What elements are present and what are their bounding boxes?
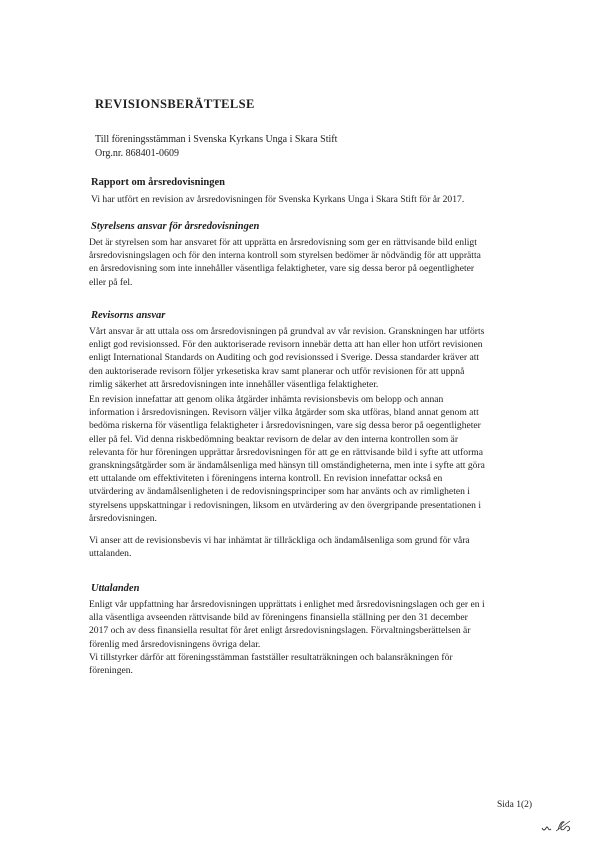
text-line: enligt god revisionssed. För den auktoriserade revisorn innebär detta att han eller hon utfört revisionen: [89, 339, 483, 351]
text-line: föreningen.: [89, 665, 133, 677]
section-body-revisorn: [89, 325, 541, 391]
text-line: årsredovisningen.: [89, 512, 157, 524]
text-line: Vi anser att de revisionsbevis vi har inhämtat är tillräckliga och ändamålsenliga som grund för våra: [89, 535, 470, 546]
text-line: en årsredovisning som inte innehåller väsentliga felaktigheter, vare sig dessa beror på oegentligheter: [89, 263, 475, 275]
text-line: Vi tillstyrker därför att föreningsstämman fastställer resultaträkningen och balansräkningen för: [89, 652, 453, 663]
handwritten-initials: [540, 818, 580, 834]
text-line: Det är styrelsen som har ansvaret för att upprätta en årsredovisning som ger en rättvisande bild enligt: [89, 237, 477, 248]
text-line: årsredovisningslagen och för den interna kontroll som styrelsen bedömer är nödvändig för att upprätta: [89, 250, 481, 262]
text-line: granskningsåtgärder som är ändamålsenliga med hänsyn till omständigheterna, men inte i syfte att göra: [89, 460, 485, 472]
org-number: Org.nr. 868401-0609: [95, 148, 179, 159]
section-body-revisorn-2: [89, 393, 541, 525]
text-line: ett uttalande om effektiviteten i föreningens interna kontroll. En revision innefattar också en: [89, 473, 443, 485]
section-body-revisorn-3: [89, 534, 541, 560]
text-line: eller på fel.: [89, 276, 133, 288]
section-body-uttalanden: [89, 598, 541, 651]
section-heading-uttalanden: Uttalanden: [91, 583, 140, 594]
section-heading-styrelsen: Styrelsens ansvar för årsredovisningen: [91, 221, 260, 232]
text-line: den auktoriserade revisorn följer yrkesetiska krav samt planerar och utför revisionen för att uppnå: [89, 365, 465, 377]
text-line: relevanta för hur föreningen upprättar årsredovisningen för att ge en rättvisande bild i syfte att utforma: [89, 446, 483, 458]
addressee: Till föreningsstämman i Svenska Kyrkans Unga i Skara Stift: [95, 134, 338, 145]
text-line: förenlig med årsredovisningens övriga delar.: [89, 638, 261, 650]
text-line: Vårt ansvar är att uttala oss om årsredovisningen på grundval av vår revision. Granskningen har utförts: [89, 326, 485, 337]
section-body-styrelsen: [89, 236, 541, 289]
text-line: 2017 och av dess finansiella resultat för året enligt årsredovisningslagen. Förvaltningsberättelsen är: [89, 625, 471, 637]
text-line: eller på fel. Vid denna riskbedömning beaktar revisorn de delar av den interna kontrollen som är: [89, 433, 459, 445]
section-body-uttalanden-2: [89, 651, 541, 677]
document-title: REVISIONSBERÄTTELSE: [95, 97, 255, 111]
text-line: bedöma riskerna för väsentliga felaktigheter i årsredovisningen, vare sig dessa beror på oegentligheter: [89, 420, 481, 432]
text-line: information i årsredovisningen. Revisorn väljer vilka åtgärder som ska utföras, bland annat genom att: [89, 407, 479, 419]
section-heading-rapport: Rapport om årsredovisningen: [91, 177, 225, 188]
text-line: alla väsentliga avseenden rättvisande bild av föreningens finansiella ställning per den 31 december: [89, 612, 468, 624]
page-number: Sida 1(2): [497, 800, 533, 810]
text-line: styrelsens uppskattningar i redovisningen, liksom en utvärdering av den övergripande presentationen i: [89, 499, 482, 511]
text-line: Vi har utfört en revision av årsredovisningen för Svenska Kyrkans Unga i Skara Stift för år 2017.: [91, 194, 465, 205]
text-line: rimlig säkerhet att årsredovisningen inte innehåller väsentliga felaktigheter.: [89, 378, 379, 390]
addressee-block: [95, 133, 337, 161]
section-body-rapport: [91, 193, 543, 206]
text-line: Enligt vår uppfattning har årsredovisningen upprättats i enlighet med årsredovisningslagen och ger en i: [89, 599, 485, 610]
text-line: utvärdering av ändamålsenligheten i de redovisningsprinciper som har använts och av rimligheten i: [89, 486, 470, 498]
section-heading-revisorn: Revisorns ansvar: [91, 310, 166, 321]
text-line: En revision innefattar att genom olika åtgärder inhämta revisionsbevis om belopp och annan: [89, 394, 444, 405]
text-line: uttalanden.: [89, 548, 132, 560]
text-line: enligt International Standards on Auditing och god revisionssed i Sverige. Dessa standarder kräver att: [89, 352, 480, 364]
